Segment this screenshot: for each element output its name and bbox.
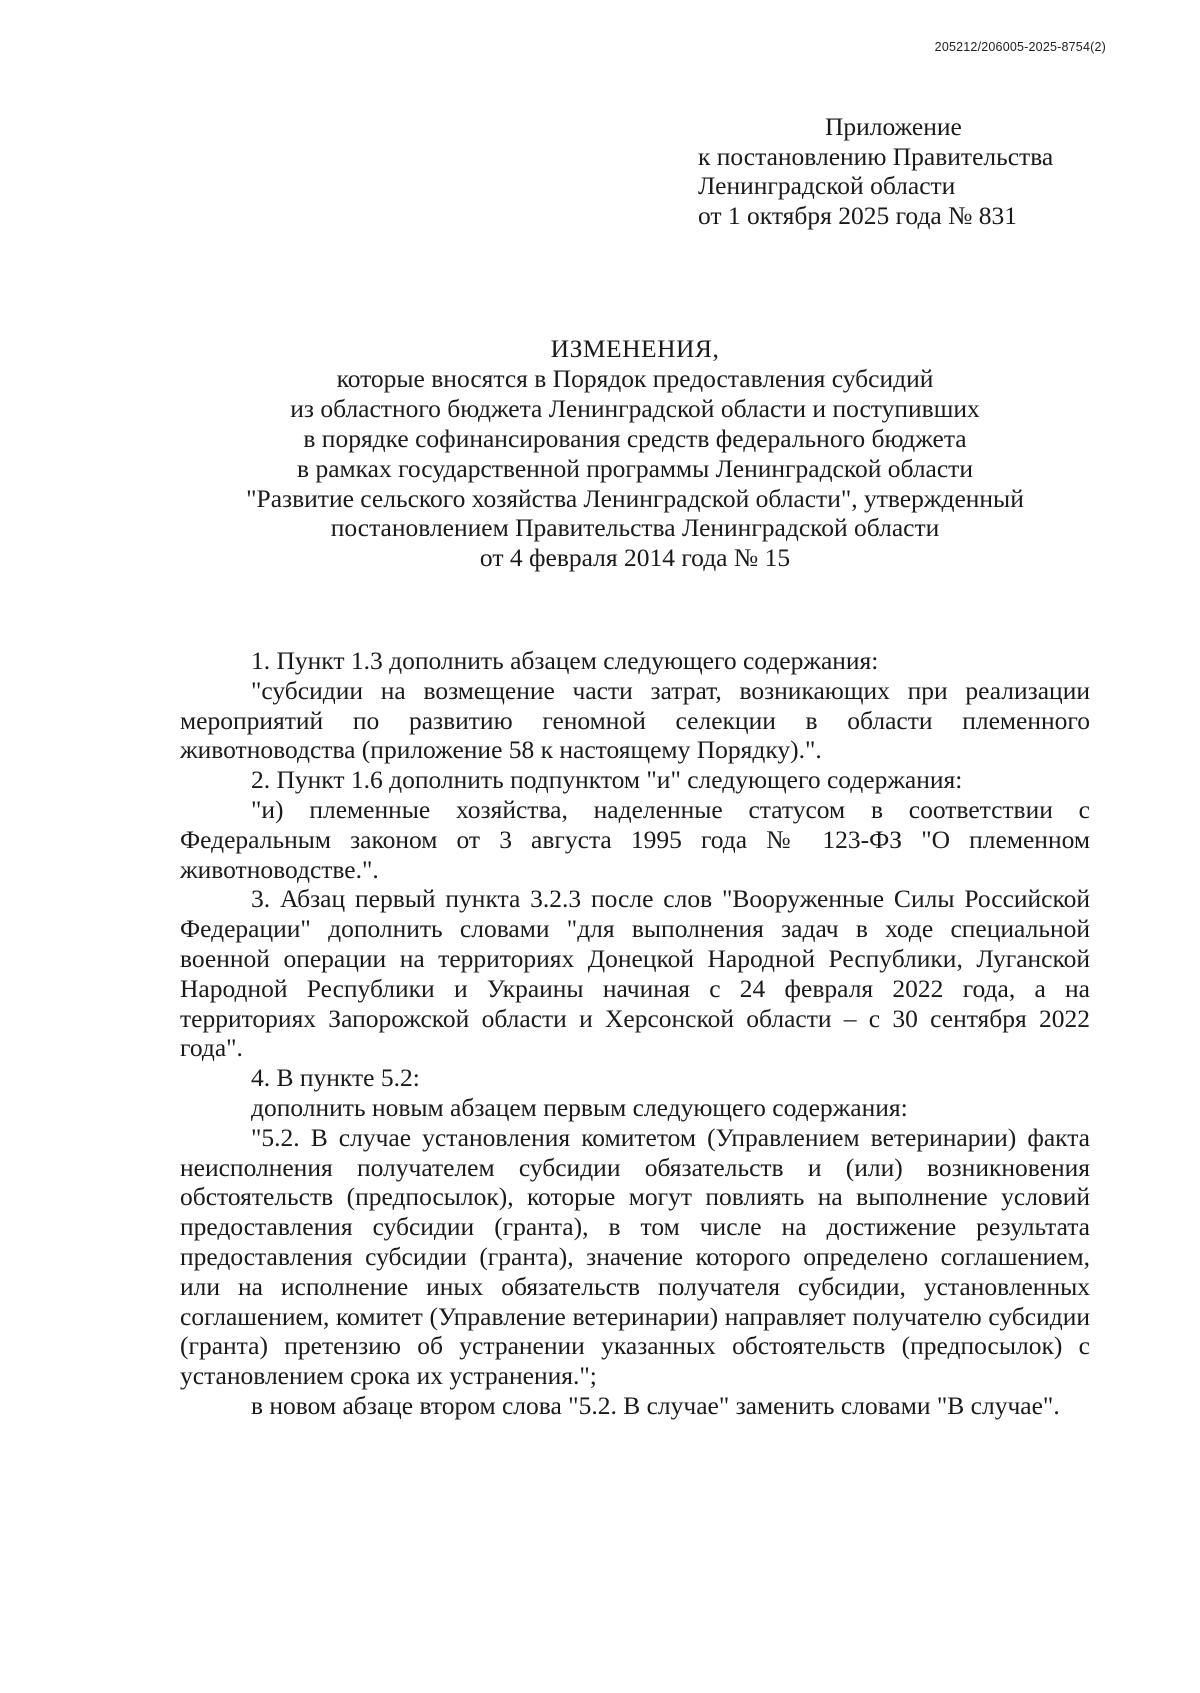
paragraph-quote-1: "субсидии на возмещение части затрат, возникающих при реализации мероприятий по развитию геномной селекции в области племенного животноводства (приложение 58 к настоящему Порядку).". <box>180 675 1090 765</box>
paragraph-quote-4: "5.2. В случае установления комитетом (Управлением ветеринарии) факта неисполнения получателем субсидии обязательств и (или) возникновения обстоятельств (предпосылок), которые могут повлиять на выполнение условий предоставления субсидии (гранта), в том числе на достижение результата предоставления субсидии (гранта), значение которого определено соглашением, или на исполнение иных обязательств получателя субсидии, установленных соглашением, комитет (Управление ветеринарии) направляет получателю субсидии (гранта) претензию об устранении указанных обстоятельств (предпосылок) с установлением срока их устранения."; <box>180 1122 1090 1391</box>
title-line: из областного бюджета Ленинградской области и поступивших <box>290 393 980 423</box>
paragraph-item-4: 4. В пункте 5.2: <box>251 1063 420 1093</box>
appendix-title: Приложение <box>825 112 962 141</box>
title-line: которые вносятся в Порядок предоставления субсидий <box>336 363 934 393</box>
document-id: 205212/206005-2025-8754(2) <box>934 40 1106 54</box>
paragraph-item-3: 3. Абзац первый пункта 3.2.3 после слов "Вооруженные Силы Российской Федерации" дополнить словами "для выполнения задач в ходе специальной военной операции на территориях Донецкой Народной Республики, Луганской Народной Республики и Украины начиная с 24 февраля 2022 года, а на территориях Запорожской области и Херсонской области – с 30 сентября 2022 года". <box>180 884 1090 1063</box>
title-line: постановлением Правительства Ленинградской области <box>330 513 940 543</box>
appendix-date-number: от 1 октября 2025 года № 831 <box>698 200 1018 230</box>
appendix-line: к постановлению Правительства <box>698 141 1054 171</box>
paragraph-item-4-intro: дополнить новым абзацем первым следующего содержания: <box>251 1092 908 1122</box>
title-line: "Развитие сельского хозяйства Ленинградской области", утвержденный <box>246 483 1024 513</box>
title-line: в рамках государственной программы Ленинградской области <box>297 453 973 483</box>
document-heading: ИЗМЕНЕНИЯ, <box>550 334 720 363</box>
appendix-line: Ленинградской области <box>698 171 956 200</box>
document-title-block <box>180 334 1090 573</box>
appendix-header <box>698 112 1053 230</box>
title-line: от 4 февраля 2014 года № 15 <box>479 543 791 573</box>
paragraph-item-2: 2. Пункт 1.6 дополнить подпунктом "и" следующего содержания: <box>251 765 963 795</box>
paragraph-quote-2: "и) племенные хозяйства, наделенные статусом в соответствии с Федеральным законом от 3 августа 1995 года № 123-ФЗ "О племенном животноводстве.". <box>180 794 1090 884</box>
document-body <box>180 646 1090 1421</box>
paragraph-item-4-replace: в новом абзаце втором слова "5.2. В случае" заменить словами "В случае". <box>251 1390 1060 1420</box>
title-line: в порядке софинансирования средств федерального бюджета <box>303 423 967 453</box>
paragraph-item-1: 1. Пункт 1.3 дополнить абзацем следующего содержания: <box>251 646 879 675</box>
